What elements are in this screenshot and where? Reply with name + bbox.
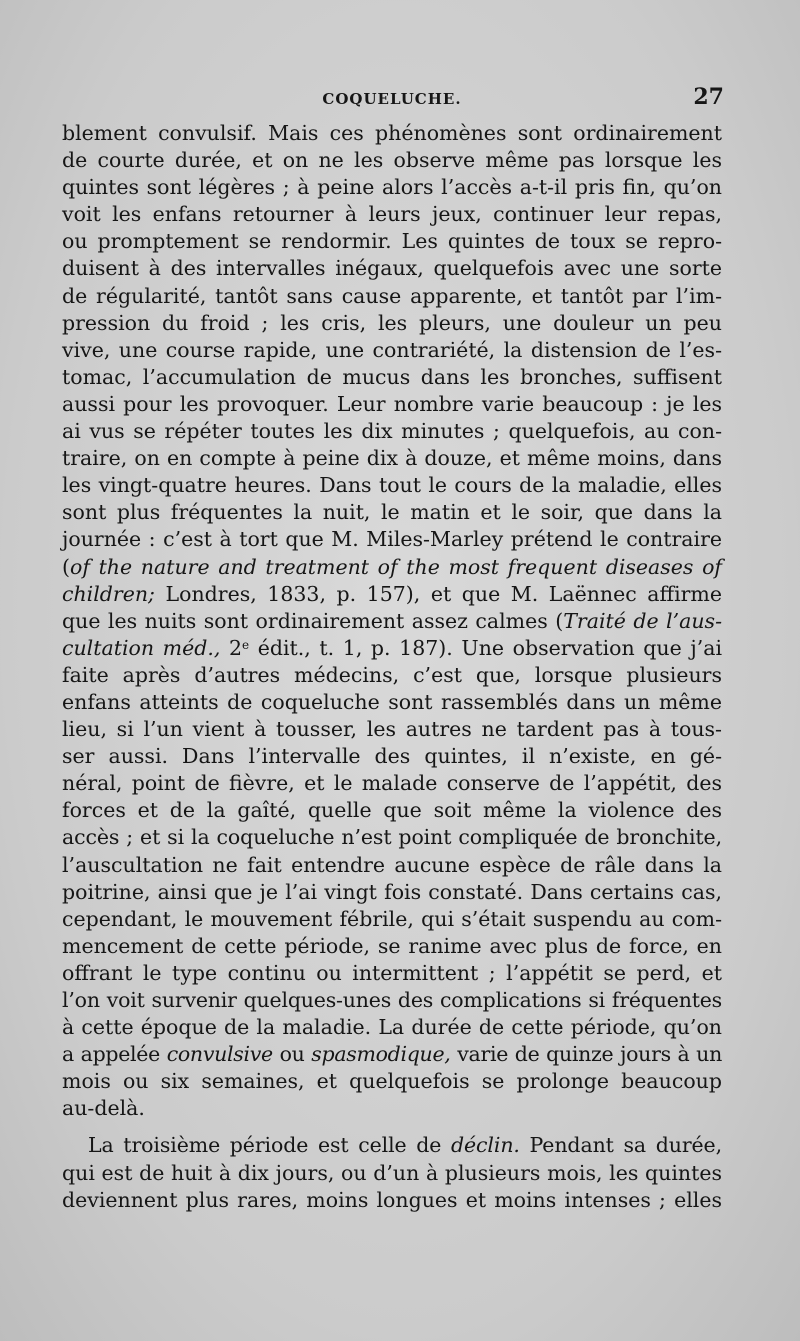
text-line: offrant le type continu ou intermittent ; l’appétit se perd, et [62, 960, 722, 985]
text-run: La troisième période est celle de [88, 1133, 451, 1158]
text-line: pression du froid ; les cris, les pleurs, une douleur un peu [62, 310, 722, 335]
text-run: que les nuits sont ordinairement assez calmes ( [62, 608, 564, 633]
text-line: duisent à des intervalles inégaux, quelquefois avec une sorte [62, 256, 722, 281]
text-line [62, 608, 722, 635]
citation-title: Traité de l’aus- [563, 608, 723, 633]
text-run: 2 [220, 635, 243, 660]
paragraph-2 [62, 1132, 722, 1213]
citation-title: children; [62, 581, 155, 606]
text-line: de régularité, tantôt sans cause apparente, et tantôt par l’im- [62, 283, 722, 308]
text-line: l’auscultation ne fait entendre aucune espèce de râle dans la [62, 852, 722, 877]
italic-term: spasmodique, [311, 1042, 451, 1067]
text-line: au-delà. [62, 1096, 145, 1121]
text-line: néral, point de fièvre, et le malade conserve de l’appétit, des [62, 771, 722, 796]
text-line: mois ou six semaines, et quelquefois se prolonge beaucoup [62, 1069, 722, 1094]
text-line: journée : c’est à tort que M. Miles-Marley prétend le contraire [62, 527, 722, 552]
page-header [62, 84, 722, 120]
text-line [62, 554, 722, 581]
text-line: accès ; et si la coqueluche n’est point compliquée de bronchite, [62, 825, 722, 850]
text-line: traire, on en compte à peine dix à douze, et même moins, dans [62, 446, 722, 471]
text-line: qui est de huit à dix jours, ou d’un à plusieurs mois, les quintes [62, 1160, 722, 1185]
body-text [62, 120, 722, 1214]
page-number: 27 [693, 84, 724, 110]
text-line: voit les enfans retourner à leurs jeux, continuer leur repas, [62, 202, 722, 227]
text-line [62, 581, 722, 608]
text-run: Pendant sa durée, [519, 1133, 723, 1158]
text-line: deviennent plus rares, moins longues et moins intenses ; elles [62, 1187, 722, 1212]
text-run: varie de quinze jours à un [450, 1042, 722, 1067]
text-line: forces et de la gaîté, quelle que soit même la violence des [62, 798, 722, 823]
text-line: lieu, si l’un vient à tousser, les autres ne tardent pas à tous- [62, 717, 722, 742]
text-line: sont plus fréquentes la nuit, le matin et le soir, que dans la [62, 500, 722, 525]
citation-title: cultation méd., [62, 635, 221, 660]
text-line: de courte durée, et on ne les observe même pas lorsque les [62, 148, 722, 173]
text-line: ai vus se répéter toutes les dix minutes ; quelquefois, au con- [62, 419, 722, 444]
running-title: COQUELUCHE. [322, 90, 462, 108]
citation-title: of the nature and treatment of the most frequent diseases of [70, 554, 722, 579]
text-line: mencement de cette période, se ranime avec plus de force, en [62, 933, 722, 958]
text-line: aussi pour les provoquer. Leur nombre varie beaucoup : je les [62, 391, 722, 416]
text-line [62, 1132, 722, 1159]
text-line: les vingt-quatre heures. Dans tout le cours de la maladie, elles [62, 473, 722, 498]
text-run: ( [62, 554, 70, 579]
paragraph-1 [62, 120, 722, 1122]
text-line [62, 1041, 722, 1068]
text-run: a appelée [62, 1042, 167, 1067]
superscript: e [242, 637, 250, 652]
text-line: vive, une course rapide, une contrariété, la distension de l’es- [62, 337, 722, 362]
italic-term: convulsive [166, 1042, 273, 1067]
text-line [62, 635, 722, 662]
text-line: tomac, l’accumulation de mucus dans les bronches, suffisent [62, 364, 722, 389]
text-line: poitrine, ainsi que je l’ai vingt fois constaté. Dans certains cas, [62, 879, 722, 904]
text-run: ou [272, 1042, 312, 1067]
text-line: faite après d’autres médecins, c’est que, lorsque plusieurs [62, 662, 722, 687]
text-line: à cette époque de la maladie. La durée de cette période, qu’on [62, 1015, 722, 1040]
text-line: blement convulsif. Mais ces phénomènes sont ordinairement [62, 121, 722, 145]
text-run: Londres, 1833, p. 157), et que M. Laënnec affirme [154, 581, 722, 606]
text-run: édit., t. 1, p. 187). Une observation que j’ai [249, 635, 722, 660]
text-line: l’on voit survenir quelques-unes des complications si fréquentes [62, 988, 722, 1012]
text-line: cependant, le mouvement fébrile, qui s’était suspendu au com- [62, 906, 722, 931]
book-page [62, 84, 722, 1214]
text-line: enfans atteints de coqueluche sont rassemblés dans un même [62, 689, 722, 714]
text-line: ou promptement se rendormir. Les quintes de toux se repro- [62, 229, 722, 254]
text-line: quintes sont légères ; à peine alors l’accès a-t-il pris fin, qu’on [62, 175, 722, 200]
text-line: ser aussi. Dans l’intervalle des quintes, il n’existe, en gé- [62, 744, 722, 769]
italic-term: déclin. [450, 1133, 520, 1158]
